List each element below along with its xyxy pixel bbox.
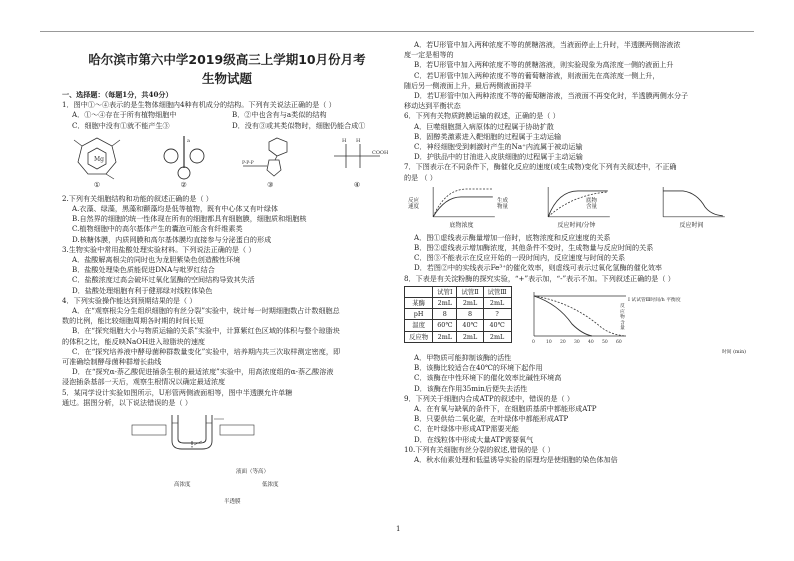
q7-graph-3	[653, 185, 731, 231]
trna-figure	[149, 134, 219, 192]
q4-option-d-line2: 浸泡插条基部一天后，观察生根情况以确定最适浓度	[62, 377, 226, 387]
graph-product-time	[542, 185, 612, 221]
table-header-cell	[405, 286, 433, 297]
u-tube-label-high: 高浓度	[174, 482, 191, 488]
q8-curve-title: Ⅰ 试试管Ⅲ时间/h 平衡度	[628, 298, 681, 303]
q8-curve	[522, 286, 632, 351]
svg-text:60: 60	[615, 339, 622, 345]
table-cell: ?	[483, 309, 511, 320]
svg-text:H: H	[355, 137, 361, 144]
table-cell: 40℃	[483, 320, 511, 331]
u-tube-label-low: 低浓度	[262, 482, 279, 488]
q8-table-and-curve	[404, 286, 749, 351]
exam-title-line1: 哈尔滨市第六中学2019级高三上学期10月份月考	[88, 52, 366, 67]
q5-option-c-line2: 随后另一侧液面上升，最后两侧液面持平	[404, 80, 532, 90]
q7-graphs	[404, 185, 749, 231]
q8-stem: 8．下表是有关淀粉酶的探究实验，“+”表示加，“-”表示不加。下列叙述正确的是（ ）	[404, 273, 675, 283]
u-tube-diagram	[102, 411, 302, 451]
table-header-row	[405, 286, 512, 297]
q7-graph-3-ylabel: 底物含量	[586, 198, 598, 210]
q9-option-b: B．只要供给二氧化碳，在叶绿体中都能形成ATP	[414, 414, 569, 424]
q3-stem: 3.生物实验中常用盐酸处理实验材料。下列说法正确的是（ ）	[62, 244, 256, 254]
q6-option-d: D．护肤品中的甘油进入皮肤细胞的过程属于主动运输	[414, 152, 583, 162]
q8-curve-xlabel: 时间 (min)	[722, 350, 747, 355]
q7-stem-line2: 的是 （ ）	[404, 172, 437, 182]
q8-option-c: C．该酶在中性环境下的催化效率比碱性环境高	[414, 373, 562, 383]
svg-text:40: 40	[587, 339, 594, 345]
q2-stem: 2.下列有关细胞结构和功能的叙述正确的是（ ）	[62, 193, 213, 203]
svg-text:20: 20	[559, 339, 566, 345]
table-cell: 60℃	[433, 320, 457, 331]
q1-option-a: A．①～④存在于所有植物细胞中	[72, 110, 177, 120]
svg-text:H: H	[341, 137, 347, 144]
svg-text:0: 0	[531, 339, 535, 345]
page-number: 1	[396, 525, 401, 533]
q10-option-a: A．秋水仙素处理和低温诱导实验的原理均是使细胞的染色体加倍	[414, 455, 618, 465]
q9-option-d: D．在线粒体中形成大量ATP需要氧气	[414, 434, 534, 444]
q2-option-d: D.核糖体膜，内质网膜和高尔基体膜均直接参与分泌蛋白的形成	[72, 234, 272, 244]
q7-graph-2-ylabel: 生成物量	[497, 198, 509, 210]
q5-option-c-line1: C．若U形管中加入两种浓度不等的葡萄糖溶液，则液面先在高浓度一侧上升，	[414, 70, 660, 80]
table-header-cell: 试管Ⅱ	[457, 286, 483, 297]
table-row	[405, 320, 512, 331]
table-header-cell: 试管Ⅲ	[483, 286, 511, 297]
table-cell: 反应物	[405, 331, 433, 342]
svg-text:30: 30	[573, 339, 580, 345]
svg-text:COOH: COOH	[371, 149, 388, 156]
q5-stem-line1: 5．某同学设计实验如图所示，U形管两侧液面相等，图中半透膜允许单糖	[62, 387, 293, 397]
q4-stem: 4．下列实验操作能达到预期结果的是（ ）	[62, 295, 197, 305]
q6-stem: 6．下列有关物质跨膜运输的叙述，正确的是（ ）	[404, 111, 560, 121]
q7-option-b: B．图②虚线表示增加酶浓度，其他条件不变时，生成物量与反应时间的关系	[414, 243, 654, 253]
q5-stem-line2: 通过。据图分析，以下说法错误的是（ ）	[62, 397, 192, 407]
q4-option-c-line2: 可准确绘制酵母菌种群增长曲线	[62, 357, 162, 367]
u-tube-figure	[102, 411, 392, 451]
table-cell: 2mL	[457, 331, 483, 342]
table-cell: 8	[457, 309, 483, 320]
q2-option-a: A.衣藻、绿藻，黑藻和颤藻均是低等植物，既有中心体又有叶绿体	[72, 204, 279, 214]
q7-graph-1	[423, 185, 501, 231]
q5-option-a-line1: A．若U形管中加入两种浓度不等的蔗糖溶液，当液面停止上升时，半透膜两侧溶液浓	[414, 40, 681, 49]
q3-option-b: B．盐酸处理染色质能促进DNA与吡罗红结合	[72, 265, 215, 275]
q3-option-c: C．盐酸浓度过高会破坏过氧化氢酶的空间结构导致其失活	[72, 275, 255, 285]
q8-option-d: D．该酶在作用35min后便失去活性	[414, 383, 528, 393]
table-cell: 2mL	[483, 331, 511, 342]
table-cell: 某酶	[405, 298, 433, 309]
q1-option-d: D．没有③或其类似物时，细胞仍能合成①	[232, 120, 366, 130]
q2-option-c: C.植物细胞中的高尔基体产生的囊泡可能含有纤维素类	[72, 224, 243, 234]
exam-title-line2: 生物试题	[201, 71, 252, 86]
figure-label-3: ③	[267, 180, 274, 189]
table-cell: 2mL	[433, 298, 457, 309]
q4-option-c-line1: C．在“探究培养液中酵母菌种群数量变化”实验中，培养期内共三次取样测定密度，即	[72, 346, 341, 356]
svg-text:P-P-P: P-P-P	[242, 160, 254, 166]
chlorophyll-figure	[62, 134, 132, 192]
q7-graph-3-xlabel: 反应时间	[679, 221, 704, 229]
q8-option-b: B．该酶比较适合在40℃的环境下起作用	[414, 363, 543, 373]
q4-option-a-line1: A．在“观察根尖分生组织细胞的有丝分裂”实验中，统计每一时期细胞数占计数细胞总	[72, 306, 340, 316]
q5-option-b: B．若U形管中加入两种浓度不等的蔗糖溶液，则实验现象为高浓度一侧的液面上升	[414, 60, 674, 70]
table-cell: pH	[405, 309, 433, 320]
figure-label-1: ①	[93, 180, 101, 189]
q2-option-b: B.自然界的细胞的统一性体现在所有的细胞都具有细胞膜，细胞质和细胞核	[72, 214, 307, 224]
q9-stem: 9．下列关于细胞内合成ATP的叙述中，错误的是（ ）	[404, 393, 574, 403]
table-cell: 2mL	[483, 298, 511, 309]
atp-figure	[235, 134, 305, 192]
q3-option-a: A．盐酸解离根尖的同时也为龙胆紫染色创造酸性环境	[72, 255, 241, 265]
q6-option-a: A．巨噬细胞摄入病原体的过程属于协助扩散	[414, 121, 554, 131]
table-header-cell: 试管Ⅰ	[433, 286, 457, 297]
table-row	[405, 309, 512, 320]
q8-reaction-curve	[522, 286, 632, 348]
q7-option-d: D．若图②中的实线表示Fe³⁺的催化效率，则虚线可表示过氧化氢酶的催化效率	[414, 263, 663, 273]
right-column	[404, 40, 749, 465]
graph-substrate-time	[657, 185, 727, 221]
amino-acid-figure	[322, 134, 392, 192]
u-tube-label-level: 液面（等高）	[236, 469, 270, 475]
atp-structure-icon	[239, 134, 301, 180]
q1-molecule-figures	[62, 134, 392, 192]
q1-options-row2	[62, 121, 392, 131]
q7-option-a: A．图①虚线表示酶量增加一倍时，底物浓度和反应速度的关系	[414, 232, 611, 242]
chlorophyll-structure-icon	[66, 134, 128, 180]
q10-stem: 10.下列有关细胞有丝分裂的叙述,错误的是（ ）	[404, 444, 555, 454]
q4-option-d-line1: D．在“探究α-萘乙酸促进插条生根的最适浓度”实验中，用高浓度组的α-萘乙酸溶液	[72, 367, 334, 377]
q7-graph-2-xlabel: 反应时间/分钟	[557, 221, 596, 229]
svg-text:10: 10	[545, 339, 552, 345]
svg-text:50: 50	[601, 339, 608, 345]
figure-label-4: ④	[353, 180, 361, 189]
table-cell: 温度	[405, 320, 433, 331]
figure-label-2: ②	[180, 180, 187, 189]
svg-text:Mg: Mg	[94, 155, 104, 163]
graph-substrate-rate	[427, 185, 497, 221]
q7-graph-1-xlabel: 底物浓度	[449, 221, 474, 229]
q9-option-a: A．在有氧与缺氧的条件下，在细胞质基质中都能形成ATP	[414, 404, 597, 414]
q8-option-a: A．甲物质可能抑制该酶的活性	[414, 353, 512, 363]
q1-stem: 1．图中①～④表示的是生物体细胞内4种有机成分的结构。下列有关说法正确的是（ ）	[62, 100, 336, 110]
q1-option-b: B．②中也含有与a类似的结构	[232, 110, 327, 120]
left-column	[62, 40, 392, 453]
table-cell: 40℃	[457, 320, 483, 331]
q4-option-b-line2: 的体积之比，能反映NaOH进入琼脂块的速度	[62, 336, 206, 346]
table-row	[405, 298, 512, 309]
table-row	[405, 331, 512, 342]
q1-options-row1	[62, 110, 392, 120]
q5-option-a-line2: 度一定是相等的	[404, 50, 454, 60]
amino-acid-structure-icon	[326, 134, 388, 180]
q7-option-c: C．图③不能表示在反应开始的一段时间内，反应速度与时间的关系	[414, 253, 626, 263]
q7-graph-2	[538, 185, 616, 231]
svg-text:a: a	[186, 137, 190, 144]
top-rule	[40, 31, 754, 32]
q6-option-c: C．神经细胞受到刺激时产生的Na⁺内流属于被动运输	[414, 142, 583, 152]
table-cell: 8	[433, 309, 457, 320]
trna-structure-icon	[153, 134, 215, 180]
table-cell: 2mL	[433, 331, 457, 342]
q5-option-d-line1: D．若U形管中加入两种浓度不等的葡萄糖溶液，当液面不再变化时，半透膜两侧水分子	[414, 91, 689, 101]
q5-option-d-line2: 移动达到平衡状态	[404, 101, 461, 111]
section-heading: 一、选择题：（每题1分，共40分）	[62, 90, 173, 99]
q4-option-b-line1: B．在“探究细胞大小与物质运输的关系”实验中，计算紫红色区域的体积与整个琼脂块	[72, 326, 340, 336]
q9-option-c: C．在叶绿体中形成ATP需要光能	[414, 424, 519, 434]
q3-option-d: D．盐酸处理细胞有利于健那绿对线粒体染色	[72, 285, 213, 295]
q6-option-b: B．固醇类激素进入靶细胞的过程属于主动运输	[414, 131, 562, 141]
q7-stem-line1: 7．下图表示在不同条件下，酶催化反应的速度(或生成物)变化下列有关叙述中，不正确	[404, 162, 677, 172]
q8-curve-ylabel: 反应物含量	[620, 304, 625, 331]
q7-graph-1-ylabel: 反应速度	[408, 198, 420, 210]
q1-option-c: C．细胞中没有①就不能产生③	[72, 120, 170, 130]
table-cell: 2mL	[457, 298, 483, 309]
q8-table	[404, 286, 512, 343]
u-tube-label-membrane: 半透膜	[224, 499, 241, 505]
q4-option-a-line2: 数的比例，能比较细胞周期各时期的时间长短	[62, 316, 204, 326]
